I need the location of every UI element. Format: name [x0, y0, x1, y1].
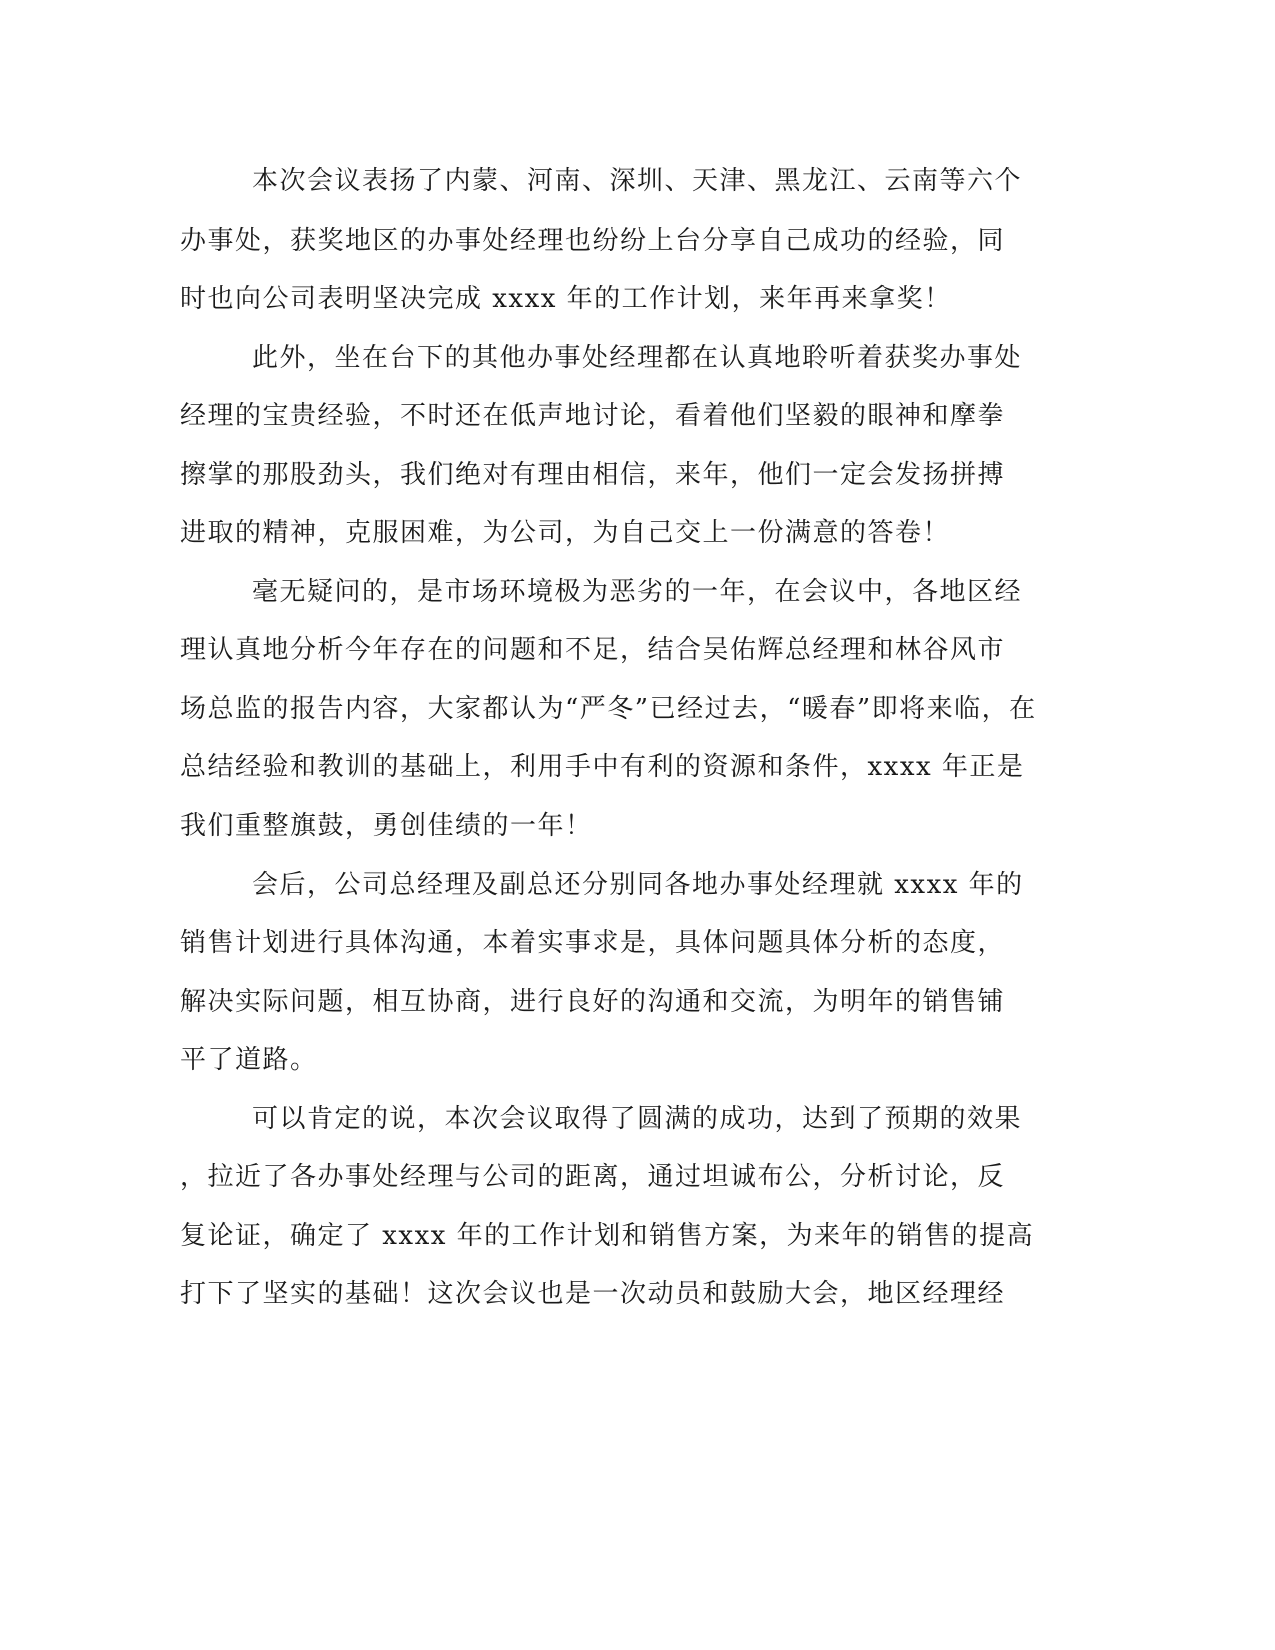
paragraph-3-line-1: 毫无疑问的，是市场环境极为恶劣的一年，在会议中，各地区经: [252, 577, 1023, 607]
paragraph-3-line-3: 场总监的报告内容，大家都认为“严冬”已经过去，“暖春”即将来临，在: [180, 694, 1037, 724]
paragraph-3-line-5: 我们重整旗鼓，勇创佳绩的一年！: [180, 811, 593, 841]
paragraph-5-line-1: 可以肯定的说，本次会议取得了圆满的成功，达到了预期的效果: [252, 1104, 1023, 1134]
paragraph-2-line-2: 经理的宝贵经验，不时还在低声地讨论，看着他们坚毅的眼神和摩拳: [180, 401, 1006, 431]
paragraph-2-line-4: 进取的精神，克服困难，为公司，为自己交上一份满意的答卷！: [180, 518, 951, 548]
paragraph-5-line-2: ，拉近了各办事处经理与公司的距离，通过坦诚布公，分析讨论，反: [180, 1162, 1006, 1192]
paragraph-4-line-1: 会后，公司总经理及副总还分别同各地办事处经理就 xxxx 年的: [252, 870, 1024, 900]
paragraph-4-line-2: 销售计划进行具体沟通，本着实事求是，具体问题具体分析的态度，: [180, 928, 1006, 958]
paragraph-1-line-1: 本次会议表扬了内蒙、河南、深圳、天津、黑龙江、云南等六个: [252, 166, 1023, 196]
paragraph-2-line-1: 此外，坐在台下的其他办事处经理都在认真地聆听着获奖办事处: [252, 343, 1023, 373]
paragraph-3-line-2: 理认真地分析今年存在的问题和不足，结合吴佑辉总经理和林谷风市: [180, 635, 1006, 665]
paragraph-2-line-3: 擦掌的那股劲头，我们绝对有理由相信，来年，他们一定会发扬拼搏: [180, 460, 1006, 490]
paragraph-1-line-3: 时也向公司表明坚决完成 xxxx 年的工作计划，来年再来拿奖！: [180, 284, 952, 314]
paragraph-4-line-4: 平了道路。: [180, 1045, 318, 1075]
paragraph-5-line-4: 打下了坚实的基础！这次会议也是一次动员和鼓励大会，地区经理经: [180, 1279, 1006, 1309]
paragraph-4-line-3: 解决实际问题，相互协商，进行良好的沟通和交流，为明年的销售铺: [180, 987, 1006, 1017]
paragraph-1-line-2: 办事处，获奖地区的办事处经理也纷纷上台分享自己成功的经验，同: [180, 226, 1006, 256]
paragraph-5-line-3: 复论证，确定了 xxxx 年的工作计划和销售方案，为来年的销售的提高: [180, 1221, 1035, 1251]
paragraph-3-line-4: 总结经验和教训的基础上，利用手中有利的资源和条件，xxxx 年正是: [180, 752, 1025, 782]
